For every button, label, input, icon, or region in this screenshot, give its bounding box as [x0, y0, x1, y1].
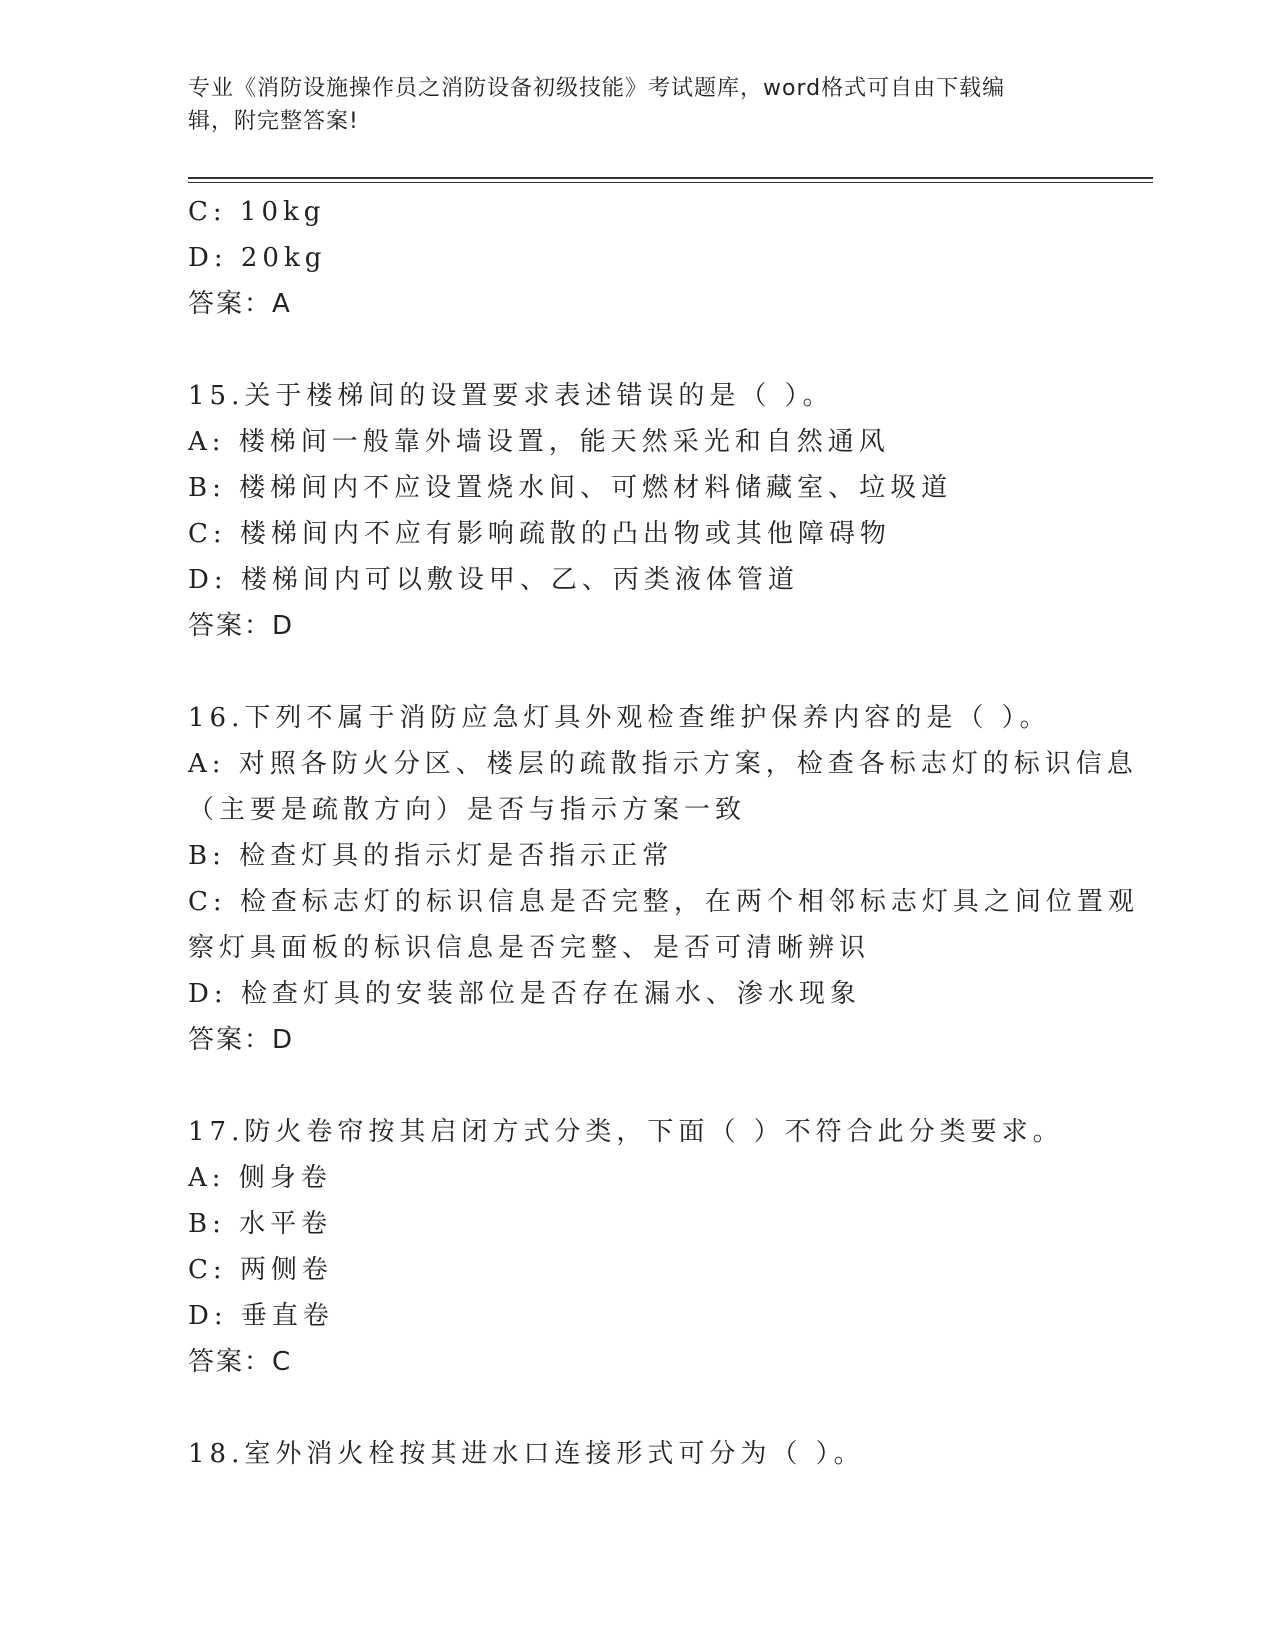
- question-15: [188, 373, 1153, 649]
- question-stem: 17.防火卷帘按其启闭方式分类，下面（ ）不符合此分类要求。: [188, 1117, 1064, 1147]
- question-17: [188, 1109, 1153, 1385]
- option-b: B: 楼梯间内不应设置烧水间、可燃材料储藏室、垃圾道: [188, 473, 953, 503]
- question-stem: 16.下列不属于消防应急灯具外观检查维护保养内容的是（ ）。: [188, 703, 1051, 733]
- option-c: C: 楼梯间内不应有影响疏散的凸出物或其他障碍物: [188, 519, 891, 549]
- option-c-line-1: C: 检查标志灯的标识信息是否完整，在两个相邻标志灯具之间位置观: [188, 887, 1139, 917]
- header-line-1: 专业《消防设施操作员之消防设备初级技能》考试题库，word格式可自由下载编: [188, 76, 1006, 101]
- option-d: D: 垂直卷: [188, 1301, 334, 1331]
- option-d: D: 检查灯具的安装部位是否存在漏水、渗水现象: [188, 979, 861, 1009]
- option-a: A: 侧身卷: [188, 1163, 332, 1193]
- spacer: [188, 1063, 1153, 1109]
- option-c-line-2: 察灯具面板的标识信息是否完整、是否可清晰辨识: [188, 933, 871, 963]
- option-a-line-1: A: 对照各防火分区、楼层的疏散指示方案，检查各标志灯的标识信息: [188, 749, 1138, 779]
- header-rule-thick: [188, 177, 1153, 179]
- header-line-2: 辑，附完整答案!: [188, 109, 359, 134]
- question-18: [188, 1431, 1153, 1477]
- spacer: [188, 327, 1153, 373]
- option-d: D: 20kg: [188, 243, 327, 273]
- question-16: [188, 695, 1153, 1063]
- answer: 答案：A: [188, 289, 292, 319]
- option-a-line-2: （主要是疏散方向）是否与指示方案一致: [188, 795, 747, 825]
- question-stem: 18.室外消火栓按其进水口连接形式可分为（ ）。: [188, 1439, 865, 1469]
- spacer: [188, 1385, 1153, 1431]
- option-d: D: 楼梯间内可以敷设甲、乙、丙类液体管道: [188, 565, 799, 595]
- option-c: C: 两侧卷: [188, 1255, 333, 1285]
- option-b: B: 检查灯具的指示灯是否指示正常: [188, 841, 674, 871]
- answer: 答案：D: [188, 1025, 295, 1055]
- header-rule-thin: [188, 182, 1153, 183]
- option-b: B: 水平卷: [188, 1209, 333, 1239]
- document-header: [188, 72, 1068, 138]
- answer: 答案：C: [188, 1347, 293, 1377]
- question-14-continued: [188, 189, 1153, 327]
- option-a: A: 楼梯间一般靠外墙设置，能天然采光和自然通风: [188, 427, 890, 457]
- question-content: [188, 189, 1153, 1477]
- answer: 答案：D: [188, 611, 295, 641]
- question-stem: 15.关于楼梯间的设置要求表述错误的是（ ）。: [188, 381, 834, 411]
- spacer: [188, 649, 1153, 695]
- option-c: C: 10kg: [188, 197, 326, 227]
